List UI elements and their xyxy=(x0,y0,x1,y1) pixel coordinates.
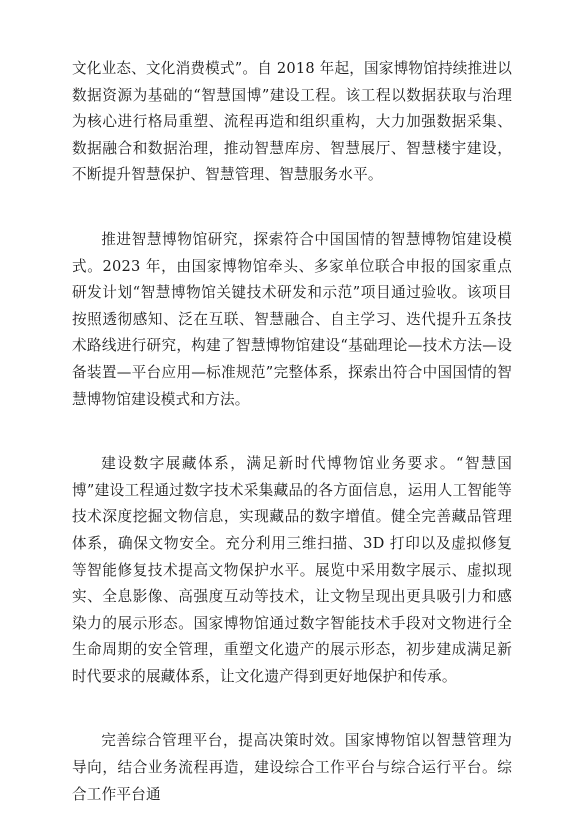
paragraph-digital-collection-system: 建设数字展藏体系，满足新时代博物馆业务要求。“智慧国博”建设工程通过数字技术采集藏品的各方面信息，运用人工智能等技术深度挖掘文物信息，实现藏品的数字增值。健全完善藏品管理体系，确保文物安全。充分利用三维扫描、3D 打印以及虚拟修复等智能修复技术提高文物保护水平。展览中采用数字展示、虚拟现实、全息影像、高强度互动等技术，让文物呈现出更具吸引力和感染力的展示形态。国家博物馆通过数字智能技术手段对文物进行全生命周期的安全管理，重塑文化遗产的展示形态，初步建成满足新时代要求的展藏体系，让文化遗产得到更好地保护和传承。 xyxy=(72,455,512,685)
document-body xyxy=(72,56,512,808)
paragraph-continuation: 文化业态、文化消费模式”。自 2018 年起，国家博物馆持续推进以数据资源为基础的“智慧国博”建设工程。该工程以数据获取与治理为核心进行格局重塑、流程再造和组织重构，大力加强数据采集、数据融合和数据治理，推动智慧库房、智慧展厅、智慧楼宇建设，不断提升智慧保护、智慧管理、智慧服务水平。 xyxy=(72,60,512,184)
paragraph-management-platform: 完善综合管理平台，提高决策时效。国家博物馆以智慧管理为导向，结合业务流程再造，建设综合工作平台与综合运行平台。综合工作平台通 xyxy=(72,732,512,803)
paragraph-gap xyxy=(72,690,512,728)
paragraph-gap xyxy=(72,413,512,451)
paragraph-smart-museum-research: 推进智慧博物馆研究，探索符合中国国情的智慧博物馆建设模式。2023 年，由国家博物馆牵头、多家单位联合申报的国家重点研发计划“智慧博物馆关键技术研发和示范”项目通过验收。该项目按照透彻感知、泛在互联、智慧融合、自主学习、迭代提升五条技术路线进行研究，构建了智慧博物馆建设“基础理论—技术方法—设备装置—平台应用—标准规范”完整体系，探索出符合中国国情的智慧博物馆建设模式和方法。 xyxy=(72,230,512,408)
paragraph-gap xyxy=(72,189,512,227)
